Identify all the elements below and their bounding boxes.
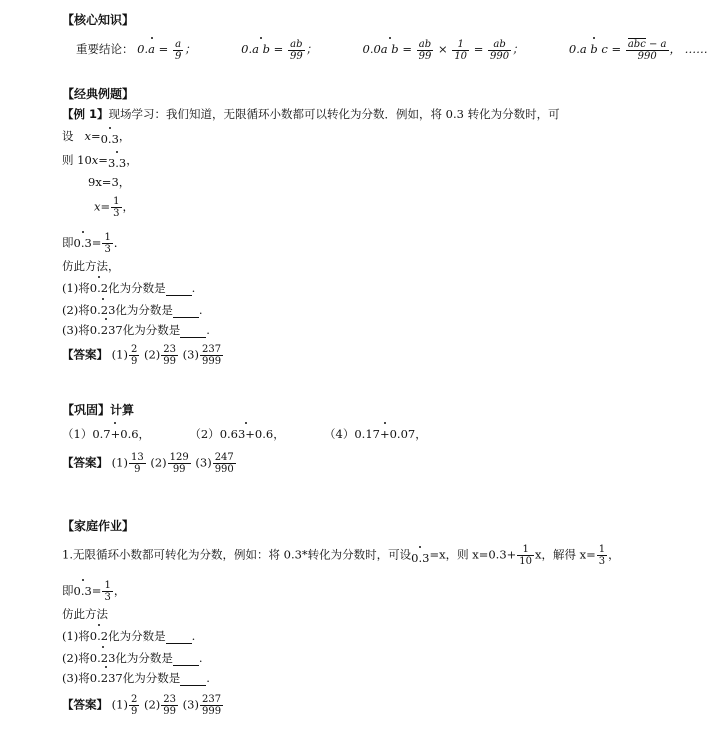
homework-line-2: 即0.3= $\frac{1}{3}$ ， [62,580,126,603]
example-question-3: (3)将0.237化为分数是 . [62,323,210,337]
formula-4: 0.a b c = $\frac{\text{abc − a}}{990}$ ， …… [568,39,708,62]
consolidate-answer: 【答案】 (1) $\frac{13}{9}$ (2) $\frac{129}{99}$ (3) $\frac{247}{990}$ [62,452,234,475]
examples-heading: 【经典例题】 [62,87,135,101]
example-1-line-3: 则 10x=3.3， [62,153,138,170]
formula-2: 0.a b = $\frac{ab}{99}$ ； [241,38,318,62]
example-1-line-1: 【例 1】现场学习：我们知道，无限循环小数都可以转化为分数．例如，将 0.3 转化为分数时，可 [62,107,560,121]
example-question-2: (2)将0.23化为分数是 . [62,303,203,317]
example-1-line-6: 即0.3= $\frac{1}{3}$ ． [62,232,126,255]
example-1-line-7: 仿此方法， [62,259,120,273]
formula-1: 0.a = $\frac{a}{9}$ ； [137,38,196,62]
formula-3: 0.0a b = $\frac{ab}{99}$ × $\frac{1}{10}$ = $\frac{ab}{990}$ ； [362,38,524,62]
consolidate-problems: （1）0.7+0.6， （2）0.63+0.6， （4）0.17+0.07， [62,427,427,441]
example-answer: 【答案】 (1) $\frac{2}{9}$ (2) $\frac{23}{99}$ (3) $\frac{237}{999}$ [62,344,222,367]
core-formulas [76,38,708,62]
example-question-1: (1)将0.2化为分数是 . [62,281,196,295]
consolidate-heading: 【巩固】计算 [62,403,135,417]
homework-line-1: 1.无限循环小数都可转化为分数，例如：将 0.3*转化为分数时，可设0.3=x，则 x=0.3+ $\frac{1}{10}$ x，解得 x= $\frac{1}{3}$ ， [62,544,620,567]
homework-question-1: (1)将0.2化为分数是 . [62,629,196,643]
homework-answer: 【答案】 (1) $\frac{2}{9}$ (2) $\frac{23}{99}$ (3) $\frac{237}{999}$ [62,694,222,717]
homework-line-3: 仿此方法 [62,607,108,621]
core-label: 重要结论： [76,42,134,56]
example-1-line-5: x= $\frac{1}{3}$ ， [94,196,135,219]
homework-question-3: (3)将0.237化为分数是 . [62,671,210,685]
homework-question-2: (2)将0.23化为分数是 . [62,651,203,665]
example-1-line-2: 设 x=0.3， [62,129,131,146]
homework-heading: 【家庭作业】 [62,519,135,533]
core-heading: 【核心知识】 [62,13,135,27]
example-1-line-4: 9x=3， [88,175,131,189]
